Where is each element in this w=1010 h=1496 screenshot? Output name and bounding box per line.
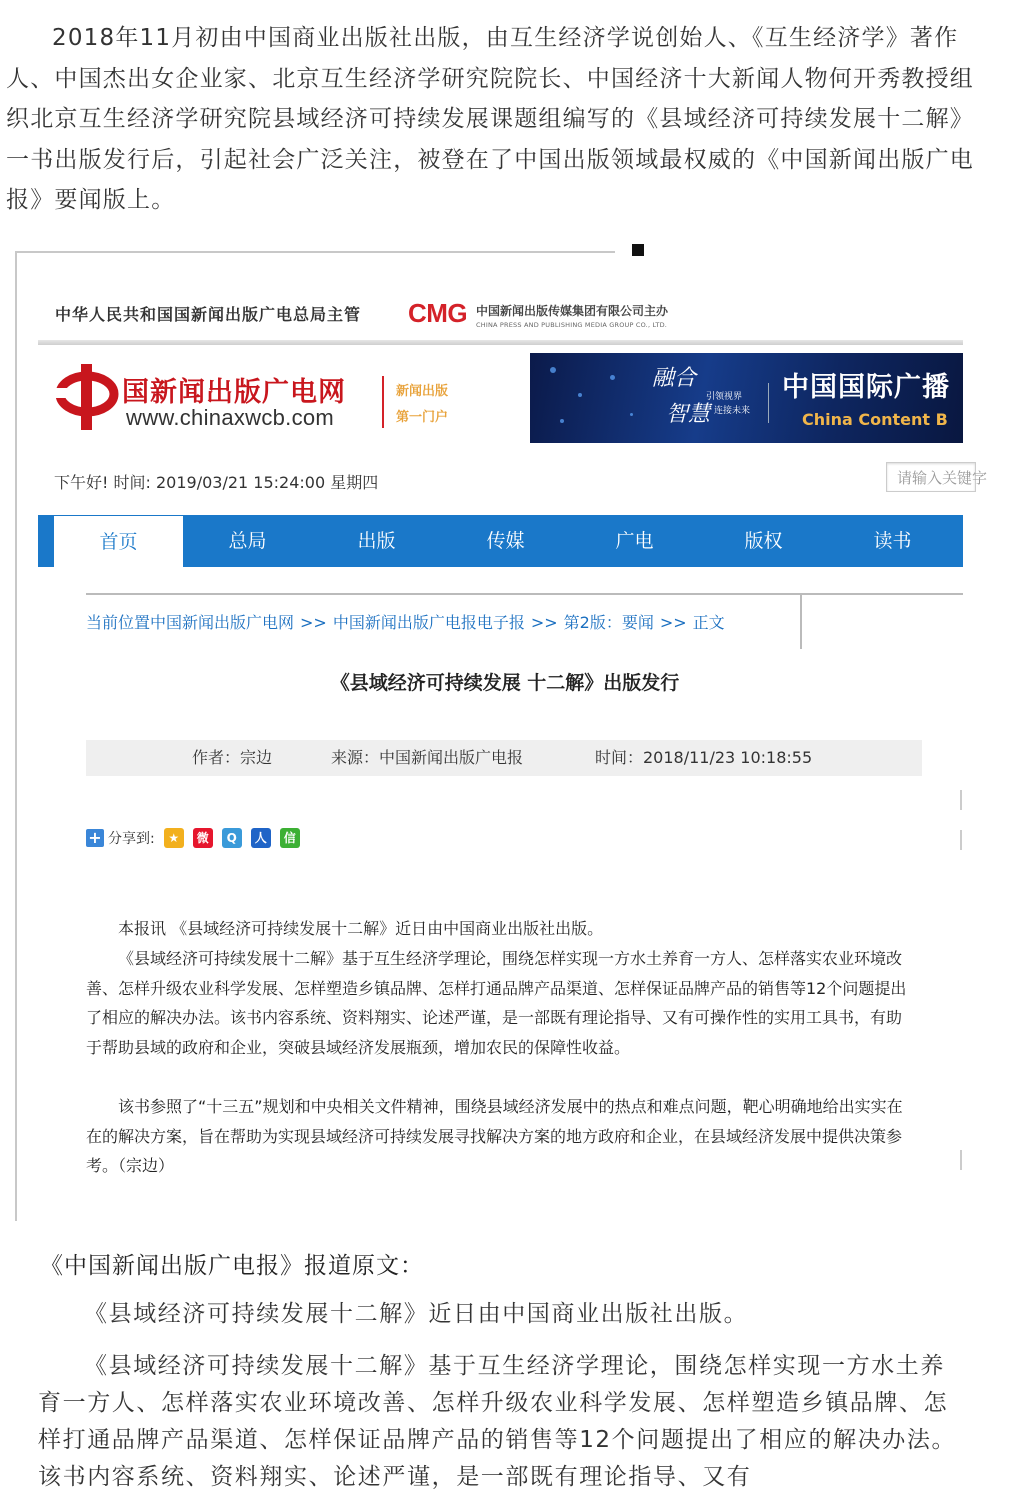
intro-paragraph: 2018年11月初由中国商业出版社出版，由互生经济学说创始人、《互生经济学》著作人、中国杰出女企业家、北京互生经济学研究院院长、中国经济十大新闻人物何开秀教授组织北京互生经济学研究院县域经济可持续发展课题组编写的《县域经济可持续发展十二解》一书出版发行后，引起社会广泛关注，被登在了中国出版领域最权威的《中国新闻出版广电报》要闻版上。 [6,25,974,213]
banner-sub-2: 连接未来 [714,406,751,416]
slogan-line-1: 新闻出版 [396,384,449,399]
article-meta [86,740,922,776]
article-paragraph-3: 该书参照了“十三五”规划和中央相关文件精神，围绕县域经济发展中的热点和难点问题，靶心明确地给出实实在在的解决方案，旨在帮助为实现县域经济可持续发展寻找解决方案的地方政府和企业，在县域经济发展中提供决策参考。（宗边） [86,1097,903,1175]
banner-sub-1: 引领视界 [706,392,743,402]
breadcrumb-page[interactable]: 第2版：要闻 [563,613,654,632]
ad-banner[interactable] [530,353,963,443]
qzone-icon[interactable]: ★ [164,828,184,848]
wechat-icon[interactable]: 信 [280,828,300,848]
cmg-english-name: CHINA PRESS AND PUBLISHING MEDIA GROUP CO., LTD. [476,321,668,329]
article-time: 时间：2018/11/23 10:18:55 [595,748,813,767]
breadcrumb-current[interactable]: 正文 [692,613,725,632]
article-title: 《县域经济可持续发展 十二解》出版发行 [330,672,680,694]
breadcrumb-vdivider [800,593,802,649]
share-plus-icon[interactable]: + [86,829,104,847]
article-source: 来源：中国新闻出版广电报 [331,748,524,767]
marker-square-icon [632,244,644,256]
frame-left-border [15,251,17,1221]
site-url[interactable]: www.chinaxwcb.com [126,405,335,430]
banner-english: China Content B [802,410,948,429]
report-paragraph-1: 《县域经济可持续发展十二解》近日由中国商业出版社出版。 [84,1301,749,1327]
banner-slogan-1: 融合 [652,366,697,391]
banner-slogan-2: 智慧 [666,402,711,427]
banner-title: 中国国际广播 [782,372,950,403]
cmg-logo[interactable]: CMG [408,298,468,328]
weibo-icon[interactable]: 微 [193,828,213,848]
breadcrumb-site[interactable]: 当前位置中国新闻出版广电网 [86,613,295,632]
edge-mark [960,1150,962,1170]
greeting-datetime: 下午好! 时间: 2019/03/21 15:24:00 星期四 [54,473,379,492]
breadcrumb-separator: >> [659,613,687,632]
tab-broadcast[interactable]: 广电 [615,530,654,552]
article-paragraph-2: 《县域经济可持续发展十二解》基于互生经济学理论，围绕怎样实现一方水土养育一方人、怎样落实农业环境改善、怎样升级农业科学发展、怎样塑造乡镇品牌、怎样打通品牌产品渠道、怎样保证品牌产品的销售等12个问题提出了相应的解决办法。该书内容系统、资料翔实、论述严谨，是一部既有理论指导、又有可操作性的实用工具书，有助于帮助县域的政府和企业，突破县域经济发展瓶颈，增加农民的保障性收益。 [86,949,907,1057]
tab-publishing[interactable]: 出版 [357,530,396,552]
header-divider [38,340,963,345]
tab-reading[interactable]: 读书 [873,530,912,552]
breadcrumb-separator: >> [530,613,558,632]
report-heading: 《中国新闻出版广电报》报道原文： [40,1253,424,1279]
report-paragraph-2: 《县域经济可持续发展十二解》基于互生经济学理论，围绕怎样实现一方水土养育一方人、怎样落实农业环境改善、怎样升级农业科学发展、怎样塑造乡镇品牌、怎样打通品牌产品渠道、怎样保证品牌产品的销售等12个问题提出了相应的解决办法。该书内容系统、资料翔实、论述严谨，是一部既有理论指导、又有 [38,1353,957,1490]
logo-divider [382,376,384,428]
article-author: 作者：宗边 [192,748,273,767]
article-paragraph-1: 本报讯 《县域经济可持续发展十二解》近日由中国商业出版社出版。 [118,919,604,938]
breadcrumb-divider [86,593,963,595]
edge-mark [960,830,962,850]
slogan-line-2: 第一门户 [396,410,449,425]
search-input[interactable]: 请输入关键字 [886,462,976,492]
breadcrumb-epaper[interactable]: 中国新闻出版广电报电子报 [332,613,525,632]
supervisor-text: 中华人民共和国国新闻出版广电总局主管 [55,305,362,324]
frame-top-border [15,251,615,253]
site-logo-text[interactable]: 国新闻出版广电网 [122,377,346,408]
tab-home[interactable]: 首页 [54,515,183,567]
banner-divider [768,383,769,423]
share-label: 分享到: [108,831,155,847]
breadcrumb-separator: >> [300,613,327,632]
tab-bureau[interactable]: 总局 [228,530,267,552]
tab-media[interactable]: 传媒 [486,530,525,552]
renren-icon[interactable]: 人 [251,828,271,848]
nav-accent [38,515,54,567]
tab-copyright[interactable]: 版权 [744,530,783,552]
main-nav [38,515,963,567]
site-logo-icon[interactable] [55,360,121,432]
tencent-weibo-icon[interactable]: Q [222,828,242,848]
share-bar [86,826,300,850]
cmg-name: 中国新闻出版传媒集团有限公司主办 [476,304,669,318]
breadcrumb [86,610,725,633]
edge-mark [960,790,962,810]
